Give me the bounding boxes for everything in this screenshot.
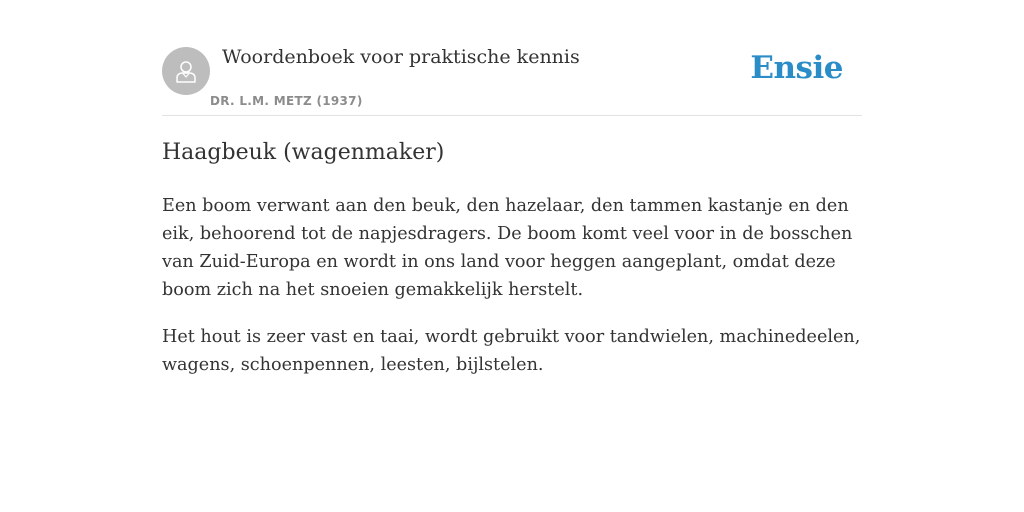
source-title-link[interactable]: Woordenboek voor praktische kennis: [222, 46, 580, 68]
entry-paragraph: Het hout is zeer vast en taai, wordt gebruikt voor tandwielen, machinedeelen, wagens, schoenpennen, leesten, bijlstelen.: [162, 327, 861, 375]
page-container: [162, 0, 862, 375]
entry-title: Haagbeuk (wagenmaker): [162, 140, 445, 165]
avatar[interactable]: [162, 47, 210, 95]
user-icon: [172, 57, 200, 85]
source-author: DR. L.M. METZ (1937): [210, 94, 363, 108]
ensie-logo[interactable]: Ensie: [750, 50, 843, 86]
entry-paragraph: Een boom verwant aan den beuk, den hazelaar, den tammen kastanje en den eik, behoorend tot de napjesdragers. De boom komt veel voor in de bosschen van Zuid-Europa en wordt in ons land voor heggen aangeplant, omdat deze boom zich na het snoeien gemakkelijk herstelt.: [162, 196, 853, 300]
source-header: [162, 0, 862, 116]
entry-body: [162, 192, 862, 398]
